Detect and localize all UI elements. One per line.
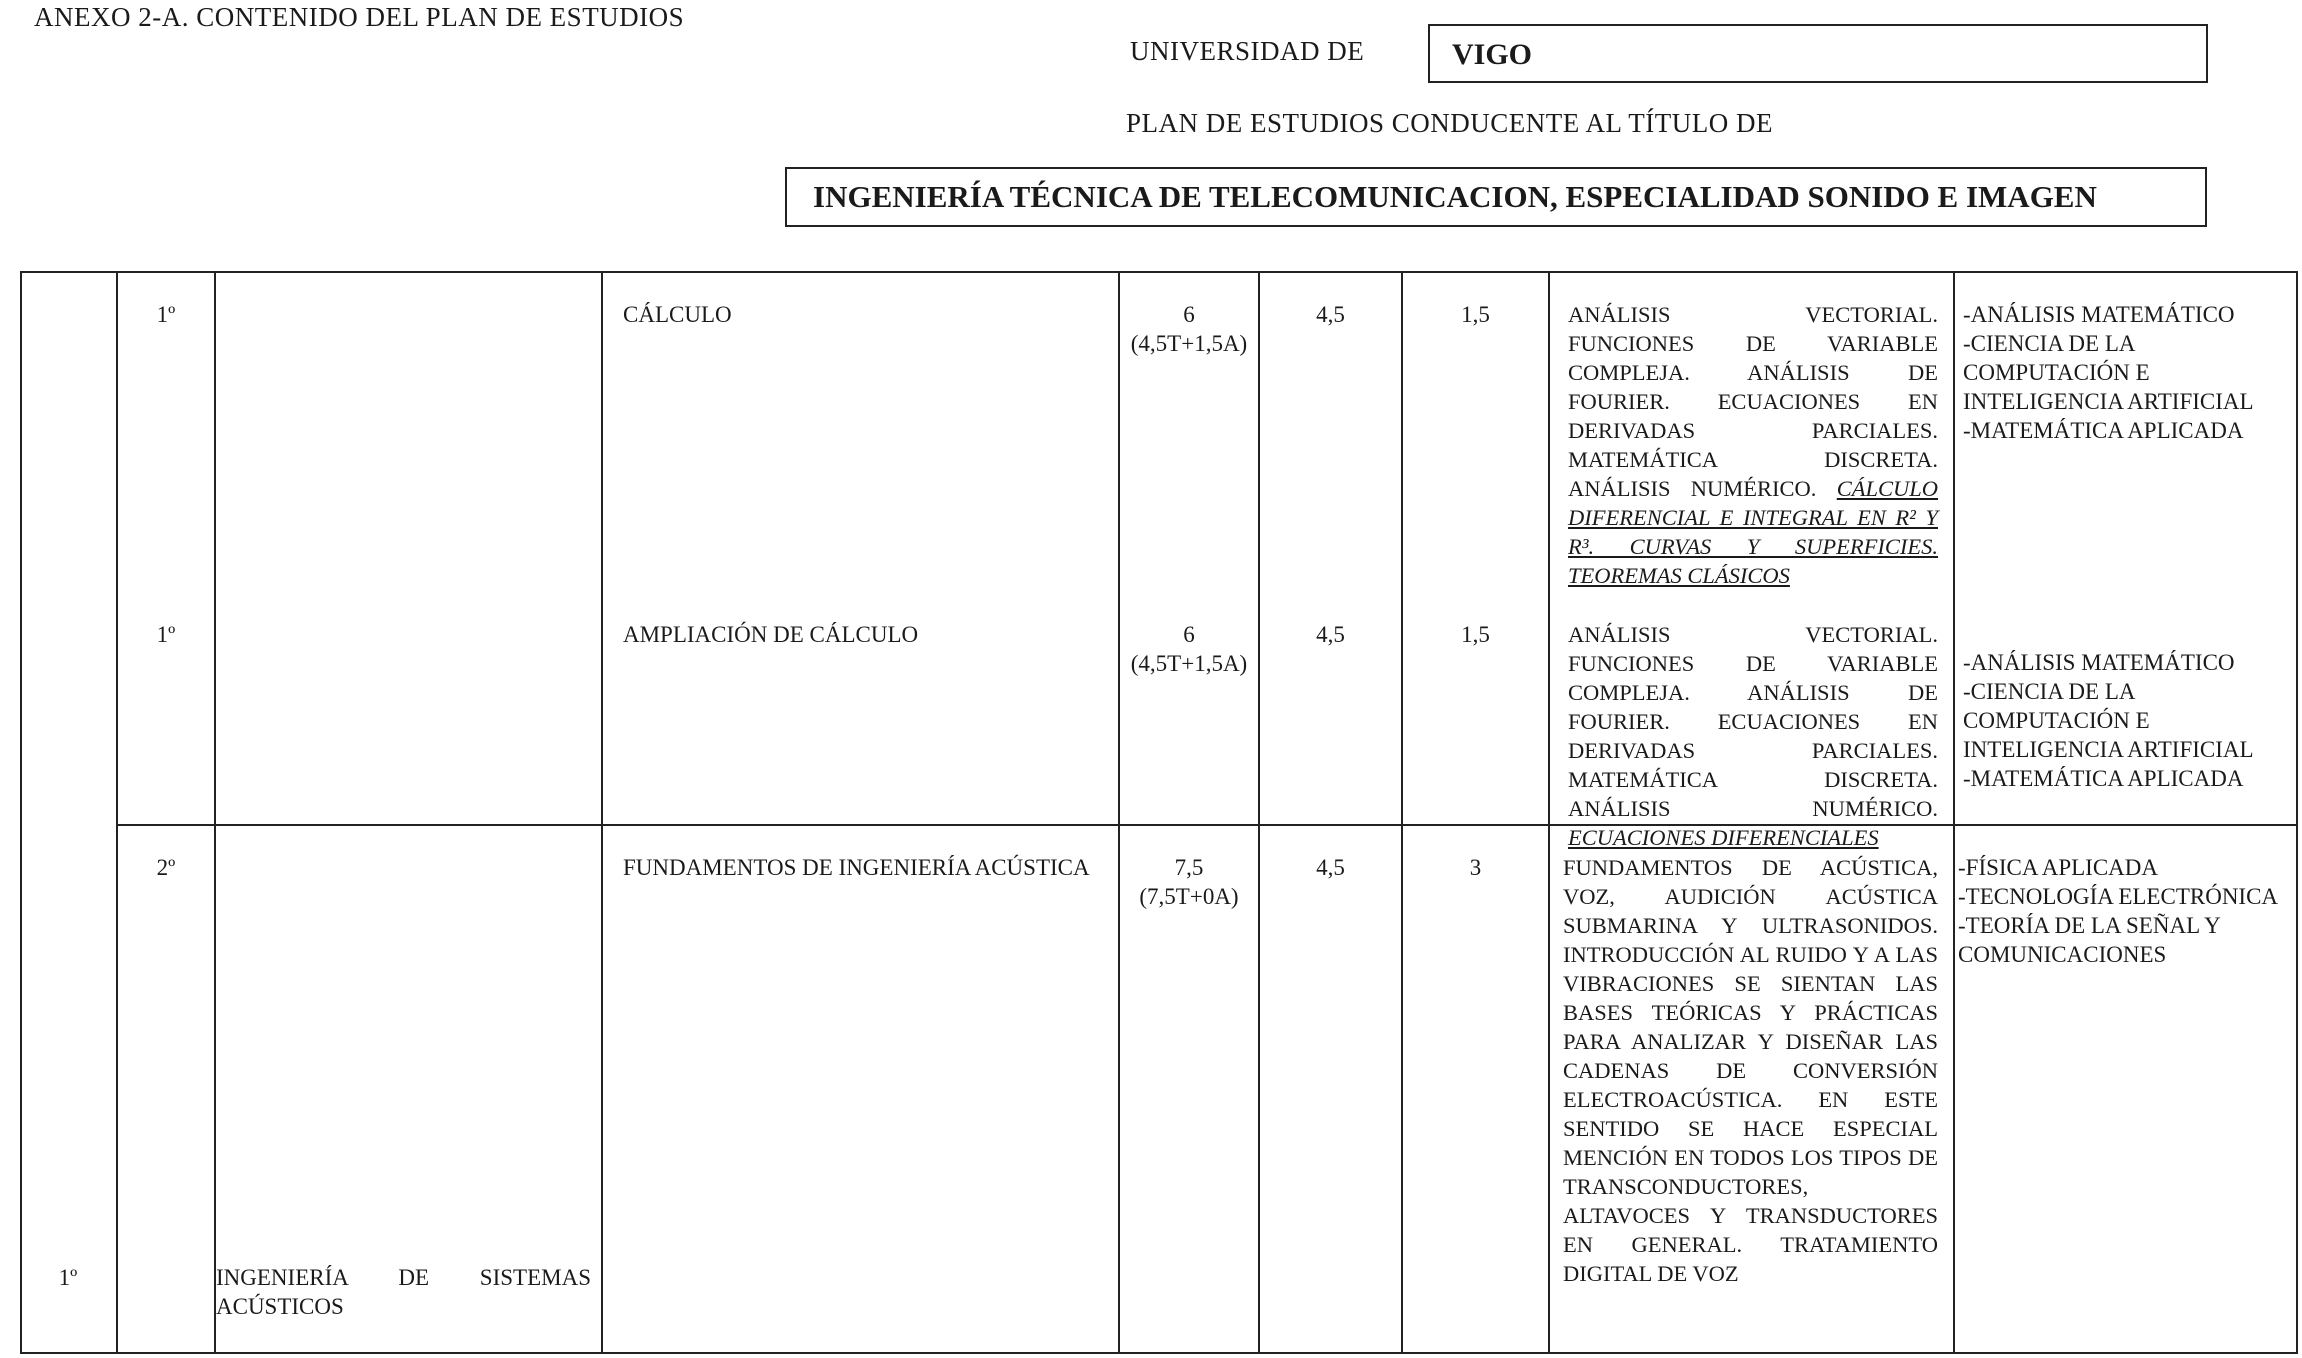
col-divider-1 xyxy=(116,271,118,1354)
subject-cell: FUNDAMENTOS DE INGENIERÍA ACÚSTICA xyxy=(623,855,1090,880)
credits-breakdown: (4,5T+1,5A) xyxy=(1130,651,1248,676)
credits-breakdown: (7,5T+0A) xyxy=(1139,884,1239,909)
areas-cell: -ANÁLISIS MATEMÁTICO -CIENCIA DE LA COMPUTACIÓN E INTELIGENCIA ARTIFICIAL -MATEMÁTICA APLICADA xyxy=(1963,650,2254,791)
credits-value: 6 xyxy=(1183,622,1195,647)
areas-cell: -ANÁLISIS MATEMÁTICO -CIENCIA DE LA COMPUTACIÓN E INTELIGENCIA ARTIFICIAL -MATEMÁTICA APLICADA xyxy=(1963,302,2254,443)
col-divider-4 xyxy=(1118,271,1120,1354)
credits-value: 6 xyxy=(1183,302,1195,327)
areas-cell: -FÍSICA APLICADA -TECNOLOGÍA ELECTRÓNICA -TEORÍA DE LA SEÑAL Y COMUNICACIONES xyxy=(1958,855,2279,967)
credits-breakdown: (4,5T+1,5A) xyxy=(1130,331,1248,356)
row-divider xyxy=(116,824,2298,826)
col-divider-5 xyxy=(1258,271,1260,1354)
col-divider-7 xyxy=(1548,271,1550,1354)
col-divider-3 xyxy=(601,271,603,1354)
plan-label: PLAN DE ESTUDIOS CONDUCENTE AL TÍTULO DE xyxy=(1126,108,1773,138)
practice-cell: 1,5 xyxy=(1461,622,1490,647)
content-extra: CÁLCULO DIFERENCIAL E INTEGRAL EN R² Y R³. CURVAS Y SUPERFICIES. TEOREMAS CLÁSICOS xyxy=(1568,476,1938,588)
credits-cell xyxy=(1120,620,1258,678)
content-text: FUNDAMENTOS DE ACÚSTICA, VOZ, AUDICIÓN ACÚSTICA SUBMARINA Y ULTRASONIDOS. INTRODUCCIÓN AL RUIDO Y A LAS VIBRACIONES SE SIENTAN LAS BASES TEÓRICAS Y PRÁCTICAS PARA ANALIZAR Y DISEÑAR LAS CADENAS DE CONVERSIÓN ELECTROACÚSTICA. EN ESTE SENTIDO SE HACE ESPECIAL MENCIÓN EN TODOS LOS TIPOS DE TRANSCONDUCTORES, ALTAVOCES Y TRANSDUCTORES EN GENERAL. TRATAMIENTO DIGITAL DE VOZ xyxy=(1563,855,1938,1286)
degree-title: INGENIERÍA TÉCNICA DE TELECOMUNICACION, ESPECIALIDAD SONIDO E IMAGEN xyxy=(813,179,2097,214)
degree-title-box xyxy=(785,167,2207,227)
university-label: UNIVERSIDAD DE xyxy=(1130,36,1365,66)
credits-cell xyxy=(1120,853,1258,911)
table-right-border xyxy=(2296,271,2298,1354)
col-divider-2 xyxy=(214,271,216,1354)
subject-cell: AMPLIACIÓN DE CÁLCULO xyxy=(623,622,919,647)
theory-cell: 4,5 xyxy=(1316,622,1345,647)
theory-cell: 4,5 xyxy=(1316,302,1345,327)
year-cell: 1º xyxy=(156,622,176,647)
content-text: ANÁLISIS VECTORIAL. FUNCIONES DE VARIABLE COMPLEJA. ANÁLISIS DE FOURIER. ECUACIONES EN DERIVADAS PARCIALES. MATEMÁTICA DISCRETA. ANÁLISIS NUMÉRICO. xyxy=(1568,302,1938,501)
col-divider-8 xyxy=(1953,271,1955,1354)
theory-cell: 4,5 xyxy=(1316,855,1345,880)
year-cell: 2º xyxy=(156,855,176,880)
table-top-border xyxy=(20,271,2298,273)
practice-cell: 3 xyxy=(1469,855,1482,880)
credits-value: 7,5 xyxy=(1174,855,1204,880)
table-left-border xyxy=(20,271,22,1354)
university-value-box xyxy=(1428,24,2208,83)
cycle-cell: 1º xyxy=(58,1265,78,1290)
content-cell xyxy=(1568,300,1938,590)
content-extra: ECUACIONES DIFERENCIALES xyxy=(1568,825,1879,850)
credits-cell xyxy=(1120,300,1258,358)
col-divider-6 xyxy=(1401,271,1403,1354)
annex-title: ANEXO 2-A. CONTENIDO DEL PLAN DE ESTUDIOS xyxy=(34,2,685,32)
content-text: ANÁLISIS VECTORIAL. FUNCIONES DE VARIABLE COMPLEJA. ANÁLISIS DE FOURIER. ECUACIONES EN DERIVADAS PARCIALES. MATEMÁTICA DISCRETA. ANÁLISIS NUMÉRICO. xyxy=(1568,622,1938,821)
block-subject-cell: INGENIERÍA DE SISTEMAS ACÚSTICOS xyxy=(216,1265,591,1319)
content-cell xyxy=(1568,620,1938,852)
subject-cell: CÁLCULO xyxy=(623,302,732,327)
year-cell: 1º xyxy=(156,302,176,327)
content-cell xyxy=(1563,853,1938,1288)
practice-cell: 1,5 xyxy=(1461,302,1490,327)
table-bottom-border xyxy=(20,1352,2298,1354)
university-value: VIGO xyxy=(1452,38,1533,71)
